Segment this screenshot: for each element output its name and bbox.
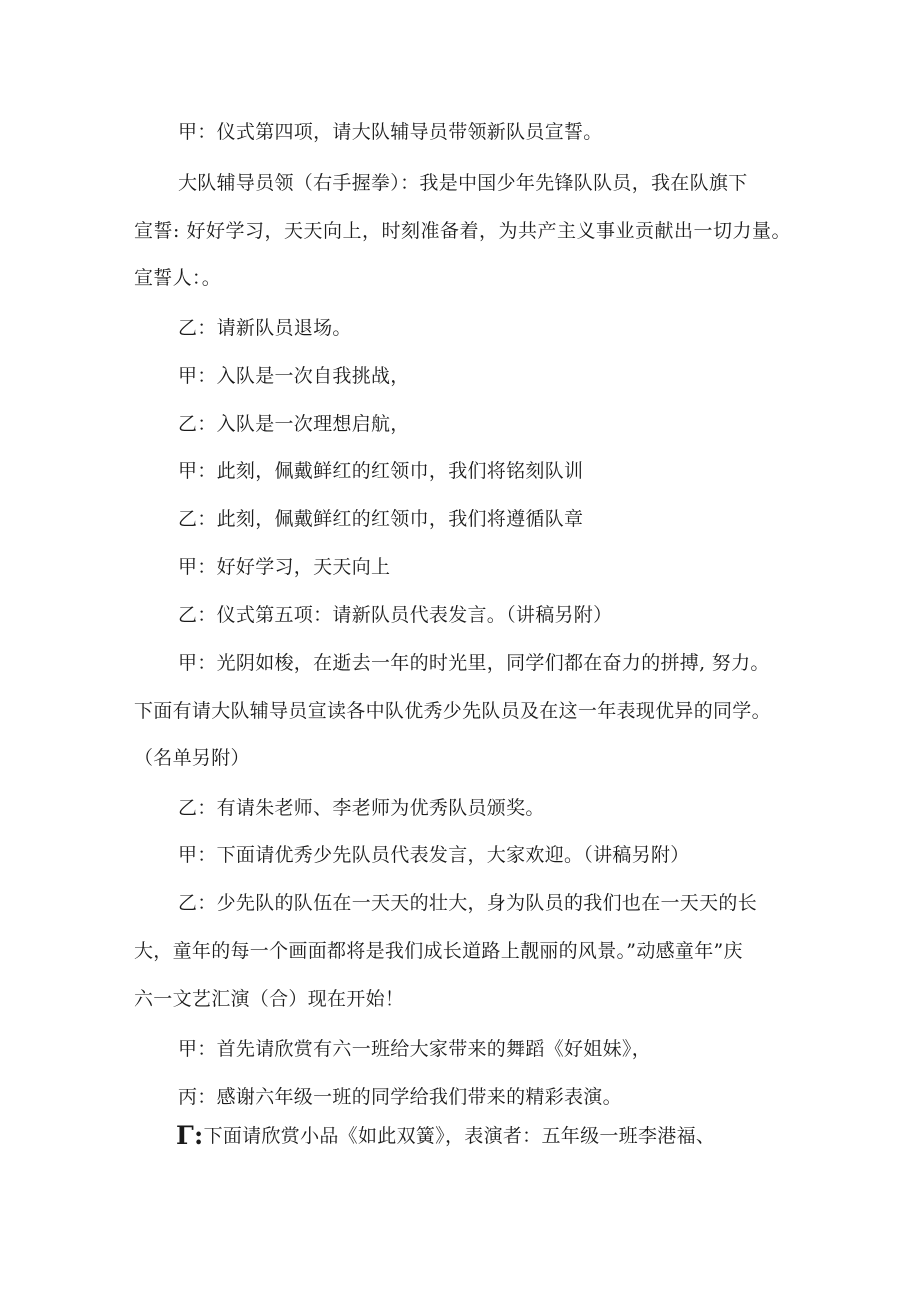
text-line: （名单另附） xyxy=(134,747,250,769)
text-line: 甲：下面请优秀少先队员代表发言，大家欢迎。（讲稿另附） xyxy=(178,844,690,866)
text-line: 乙：仪式第五项：请新队员代表发言。（讲稿另附） xyxy=(178,604,613,626)
speaker-mark: Γ: xyxy=(176,1121,204,1150)
text-line: 六一文艺汇演（合）现在开始！ xyxy=(134,988,405,1010)
text-line: 丙：感谢六年级一班的同学给我们带来的精彩表演。 xyxy=(178,1086,622,1108)
text-line: 大，童年的每一个画面都将是我们成长道路上靓丽的风景。”动感童年”庆 xyxy=(134,940,743,962)
text-line: 乙：此刻，佩戴鲜红的红领巾，我们将遵循队章 xyxy=(178,508,584,530)
text-line: 甲：入队是一次自我挑战， xyxy=(178,365,410,387)
text-line: 甲：好好学习，天天向上 xyxy=(178,556,391,578)
text-line-body: 下面请欣赏小品《如此双簧》，表演者：五年级一班李港福、 xyxy=(203,1125,716,1147)
text-line: 乙：入队是一次理想启航， xyxy=(178,413,410,435)
text-line: 宣誓: 好好学习，天天向上，时刻准备着，为共产主义事业贡献出一切力量。 xyxy=(134,220,791,242)
text-line: 甲：此刻，佩戴鲜红的红领巾，我们将铭刻队训 xyxy=(178,460,584,482)
text-line: 大队辅导员领（右手握拳）：我是中国少年先锋队队员，我在队旗下 xyxy=(178,172,748,194)
text-line: 甲：光阴如梭，在逝去一年的时光里，同学们都在奋力的拼搏, 努力。 xyxy=(178,652,770,674)
text-line: 甲：首先请欣赏有六一班给大家带来的舞蹈《好姐妹》， xyxy=(178,1038,652,1060)
text-line: 乙：请新队员退场。 xyxy=(178,317,352,339)
text-line-last xyxy=(176,1121,716,1150)
text-line: 宣誓人：。 xyxy=(134,267,222,289)
text-line: 乙：有请朱老师、李老师为优秀队员颁奖。 xyxy=(178,797,545,819)
text-line: 乙：少先队的队伍在一天天的壮大，身为队员的我们也在一天天的长 xyxy=(178,892,758,914)
text-line: 甲：仪式第四项，请大队辅导员带领新队员宣誓。 xyxy=(178,121,603,143)
text-line: 下面有请大队辅导员宣读各中队优秀少先队员及在这一年表现优异的同学。 xyxy=(134,700,771,722)
